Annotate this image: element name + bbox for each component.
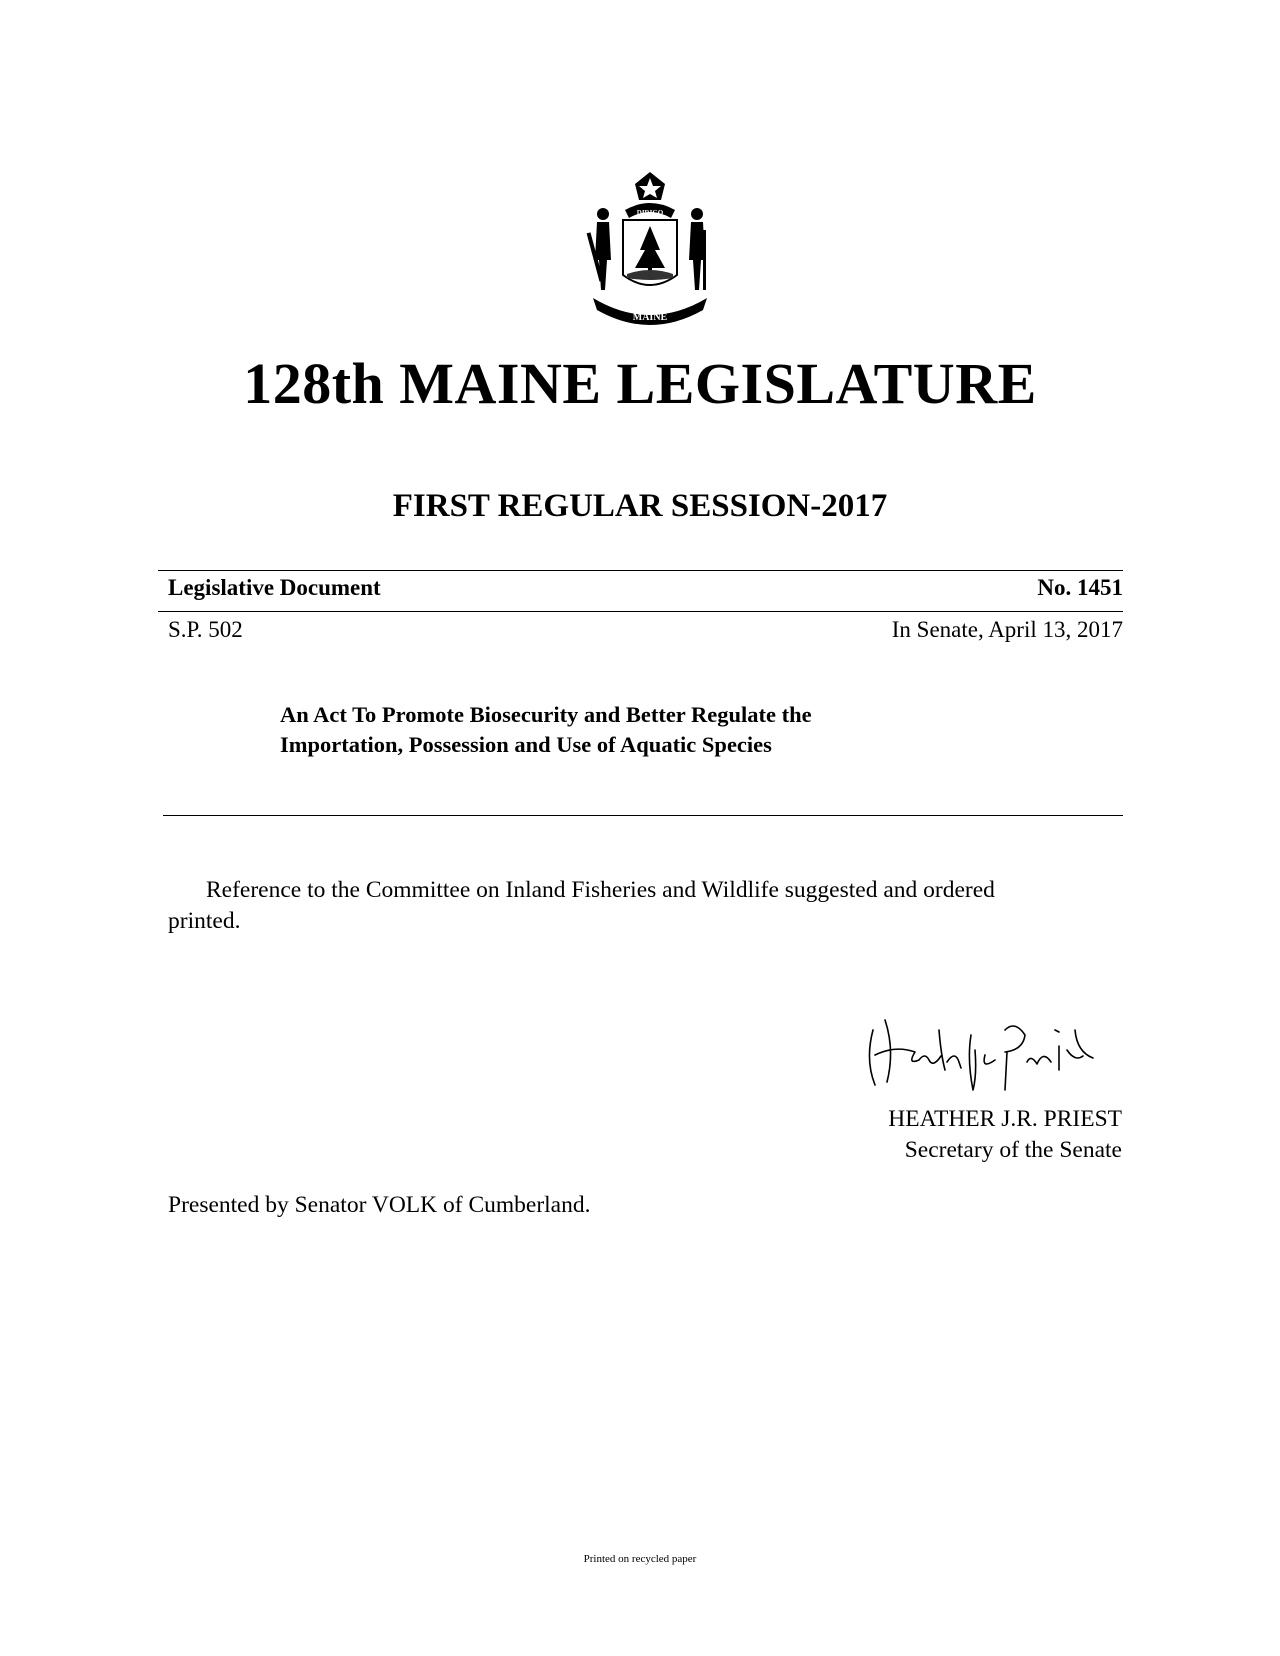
seal-banner-text: MAINE [632, 312, 668, 323]
signer-title: Secretary of the Senate [904, 1137, 1122, 1163]
legislature-title: 128th MAINE LEGISLATURE [243, 351, 1037, 416]
divider-middle [158, 611, 1123, 612]
reference-text: Reference to the Committee on Inland Fisheries and Wildlife suggested and ordered [206, 877, 995, 903]
act-title-line: An Act To Promote Biosecurity and Better Regulate the [280, 702, 812, 727]
presented-by: Presented by Senator VOLK of Cumberland. [168, 1192, 591, 1218]
handwritten-signature [855, 990, 1105, 1100]
session-title: FIRST REGULAR SESSION-2017 [392, 488, 888, 524]
reference-text: printed. [168, 908, 241, 934]
document-label: Legislative Document [168, 575, 381, 600]
seal-motto: DIRIGO [636, 209, 664, 217]
senate-info-row [168, 617, 1123, 643]
sp-number: S.P. 502 [168, 617, 243, 642]
document-number: No. 1451 [1037, 575, 1123, 600]
signer-name: HEATHER J.R. PRIEST [888, 1106, 1122, 1132]
divider-bottom [163, 815, 1123, 816]
document-info-row [168, 575, 1123, 601]
act-title [280, 700, 980, 760]
maine-state-seal [585, 170, 715, 330]
footer-note: Printed on recycled paper [583, 1553, 697, 1565]
divider-top [158, 570, 1123, 571]
signer-block [888, 1104, 1122, 1166]
senate-date: In Senate, April 13, 2017 [891, 617, 1123, 642]
committee-reference [168, 875, 1068, 937]
act-title-line: Importation, Possession and Use of Aquatic Species [280, 732, 772, 757]
